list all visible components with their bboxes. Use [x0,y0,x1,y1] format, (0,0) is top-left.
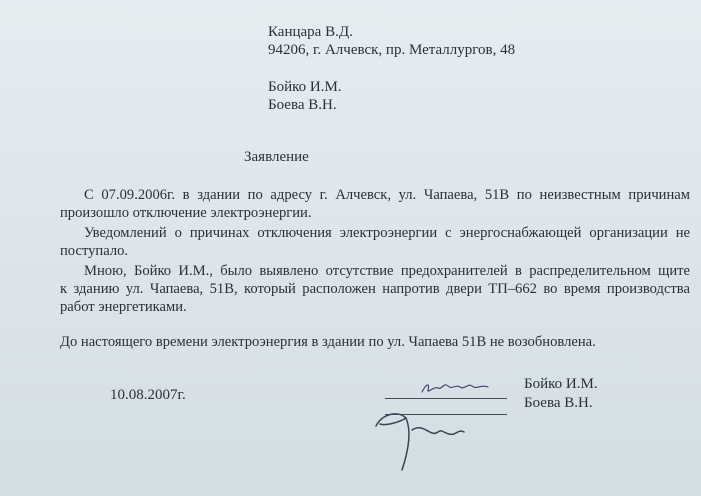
paragraph-4: До настоящего времени электроэнергия в здании по ул. Чапаева 51В не возобновлена. [60,334,596,350]
signatory-name-1: Бойко И.М. [524,376,598,392]
paragraph-1-line-1: С 07.09.2006г. в здании по адресу г. Алчевск, ул. Чапаева, 51В по неизвестным причинам [84,187,690,203]
paragraph-2-line-2: поступало. [60,243,129,259]
paragraph-1-line-2: произошло отключение электроэнергии. [60,205,312,221]
signatory-name-2: Боева В.Н. [524,395,593,411]
paragraph-3-line-3: работ энергетиками. [60,299,187,315]
document-title: Заявление [244,149,309,165]
recipient-name: Канцара В.Д. [268,24,353,40]
paragraph-2-line-1: Уведомлений о причинах отключения электроэнергии с энергоснабжающей организации не [84,225,690,241]
sender-1: Бойко И.М. [268,79,342,95]
document-date: 10.08.2007г. [110,387,186,403]
signature-handwritten-1 [418,378,504,396]
signature-handwritten-2 [372,402,468,476]
paragraph-3-line-2: к зданию ул. Чапаева, 51В, который расположен напротив двери ТП–662 во время производства [60,281,690,297]
signature-line-1 [385,398,507,399]
paragraph-3-line-1: Мною, Бойко И.М., было выявлено отсутствие предохранителей в распределительном щите [84,263,690,279]
sender-2: Боева В.Н. [268,97,337,113]
recipient-address: 94206, г. Алчевск, пр. Металлургов, 48 [268,42,516,58]
